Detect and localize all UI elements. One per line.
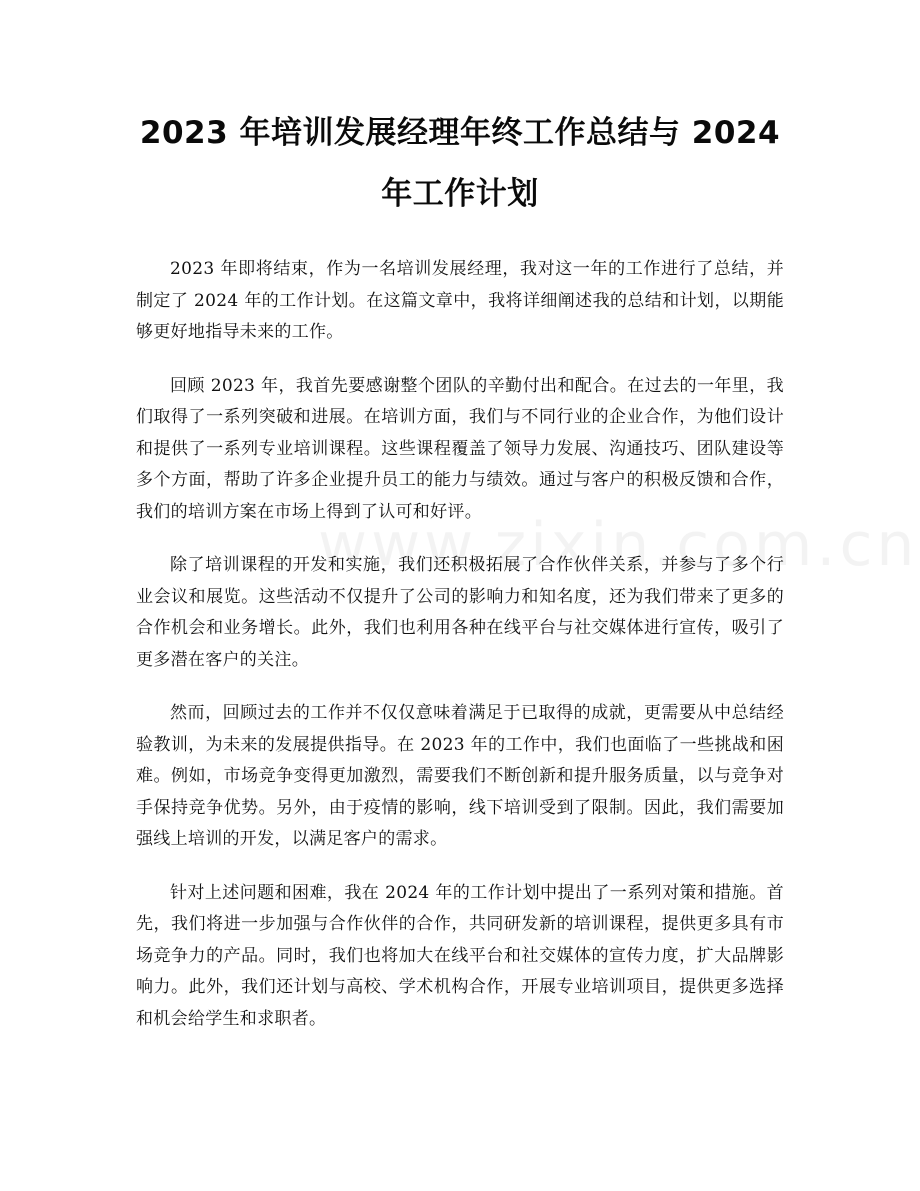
page-title	[136, 103, 784, 225]
paragraph-1: 2023 年即将结束，作为一名培训发展经理，我对这一年的工作进行了总结，并制定了 2024 年的工作计划。在这篇文章中，我将详细阐述我的总结和计划，以期能够更好地指导未来的工作。	[136, 259, 784, 342]
document-body	[136, 254, 784, 1035]
paragraph-3: 除了培训课程的开发和实施，我们还积极拓展了合作伙伴关系，并参与了多个行业会议和展览。这些活动不仅提升了公司的影响力和知名度，还为我们带来了更多的合作机会和业务增长。此外，我们也利用各种在线平台与社交媒体进行宣传，吸引了更多潜在客户的关注。	[136, 555, 784, 670]
title-line-2: 年工作计划	[381, 176, 539, 212]
paragraph-4: 然而，回顾过去的工作并不仅仅意味着满足于已取得的成就，更需要从中总结经验教训，为未来的发展提供指导。在 2023 年的工作中，我们也面临了一些挑战和困难。例如，市场竞争变得更加激烈，需要我们不断创新和提升服务质量，以与竞争对手保持竞争优势。另外，由于疫情的影响，线下培训受到了限制。因此，我们需要加强线上培训的开发，以满足客户的需求。	[136, 703, 784, 849]
paragraph-5: 针对上述问题和困难，我在 2024 年的工作计划中提出了一系列对策和措施。首先，我们将进一步加强与合作伙伴的合作，共同研发新的培训课程，提供更多具有市场竞争力的产品。同时，我们也将加大在线平台和社交媒体的宣传力度，扩大品牌影响力。此外，我们还计划与高校、学术机构合作，开展专业培训项目，提供更多选择和机会给学生和求职者。	[136, 882, 784, 1029]
title-line-1: 2023 年培训发展经理年终工作总结与 2024	[139, 115, 781, 151]
paragraph-2: 回顾 2023 年，我首先要感谢整个团队的辛勤付出和配合。在过去的一年里，我们取得了一系列突破和进展。在培训方面，我们与不同行业的企业合作，为他们设计和提供了一系列专业培训课程。这些课程覆盖了领导力发展、沟通技巧、团队建设等多个方面，帮助了许多企业提升员工的能力与绩效。通过与客户的积极反馈和合作，我们的培训方案在市场上得到了认可和好评。	[136, 375, 784, 522]
